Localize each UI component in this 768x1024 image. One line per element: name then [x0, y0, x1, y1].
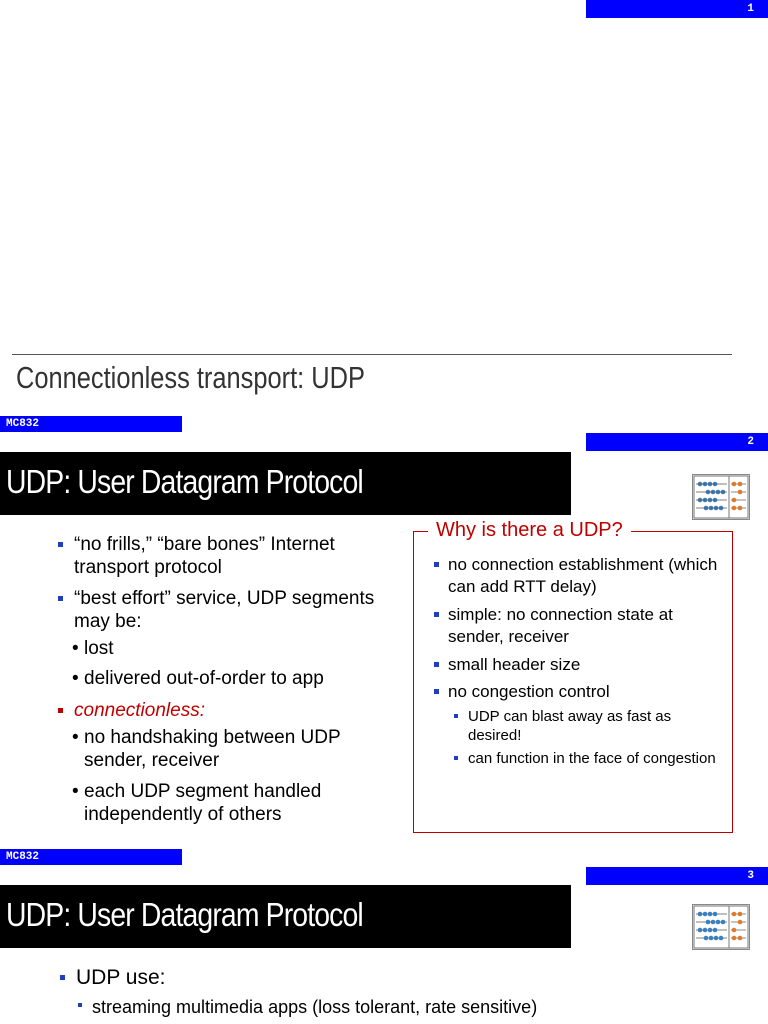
left-bullet-list	[56, 533, 401, 834]
course-tag	[0, 416, 182, 432]
sub-list-item: can function in the face of congestion	[452, 749, 722, 768]
slide-number-bar	[586, 433, 768, 451]
slide-number: 1	[747, 3, 754, 15]
list-item: no connection establishment (which can add RTT delay)	[432, 554, 722, 598]
course-tag	[0, 849, 182, 865]
list-item: “best effort” service, UDP segments may be:	[56, 587, 401, 633]
course-label: MC832	[6, 851, 40, 863]
sub-list-item: • no handshaking between UDP sender, receiver	[72, 726, 401, 772]
box-bullet-list	[432, 554, 722, 772]
abacus-icon	[692, 474, 750, 520]
connectionless-label: connectionless:	[74, 700, 205, 721]
sub-list-item: streaming multimedia apps (loss tolerant, rate sensitive)	[76, 996, 758, 1018]
slide-number-bar	[586, 0, 768, 18]
list-item: small header size	[432, 654, 722, 676]
list-item: simple: no connection state at sender, receiver	[432, 604, 722, 648]
list-item: “no frills,” “bare bones” Internet transport protocol	[56, 533, 401, 579]
slide-title: UDP: User Datagram Protocol	[6, 463, 363, 500]
slide-number: 3	[747, 870, 754, 882]
abacus-icon	[692, 904, 750, 950]
sub-list-item: • lost	[72, 637, 401, 660]
slide-title: UDP: User Datagram Protocol	[6, 896, 363, 933]
title-rule	[12, 354, 732, 355]
why-udp-title: Why is there a UDP?	[428, 519, 631, 542]
sub-list-item: • delivered out-of-order to app	[72, 667, 401, 690]
slide-title-bar	[0, 885, 571, 948]
slide-title-bar	[0, 452, 571, 515]
slide-number-bar	[586, 867, 768, 885]
slide-number: 2	[747, 436, 754, 448]
sub-list-item: UDP can blast away as fast as desired!	[452, 707, 722, 745]
list-item: no congestion control	[432, 681, 722, 703]
course-label: MC832	[6, 418, 40, 430]
slide3-bullet-list	[58, 966, 758, 1022]
sub-list-item: • each UDP segment handled independently of others	[72, 780, 401, 826]
list-item: UDP use:	[58, 966, 758, 990]
list-item-connectionless	[56, 699, 401, 722]
section-title: Connectionless transport: UDP	[16, 360, 365, 395]
